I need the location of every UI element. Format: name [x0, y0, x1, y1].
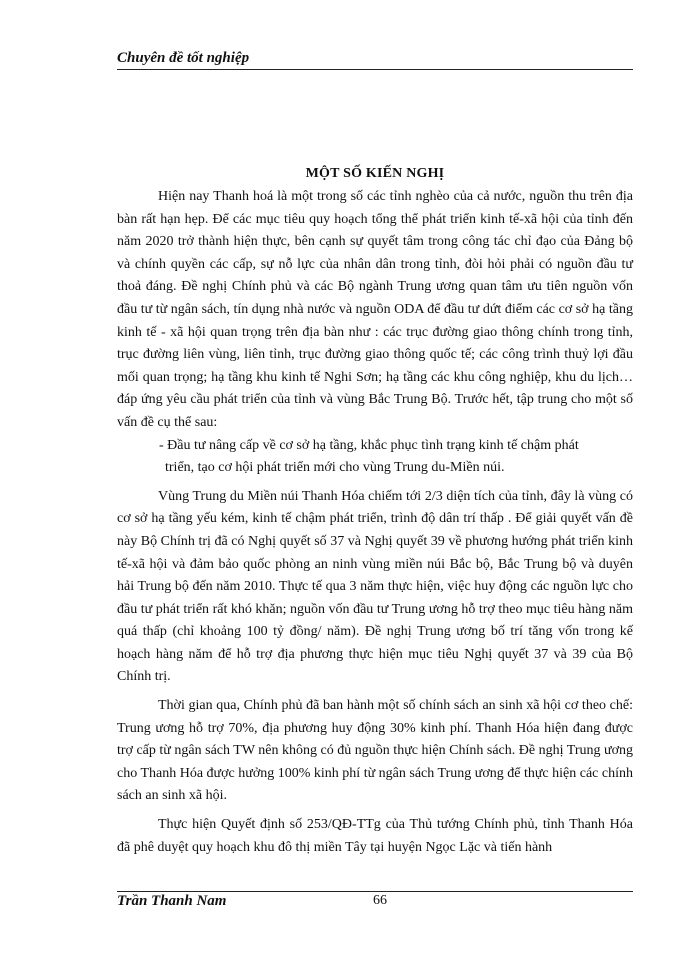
footer-author-name: Trần Thanh Nam — [117, 893, 227, 909]
paragraph-midland: Vùng Trung du Miền núi Thanh Hóa chiếm tới 2/3 diện tích của tỉnh, đây là vùng có cơ sở hạ tầng yếu kém, kinh tế chậm phát triển, trình độ dân trí thấp . Để giải quyết vấn đề này Bộ Chính trị đã có Nghị quyết số 37 và Nghị quyết 39 về phương hướng phát triển kinh tế-xã hội và đảm bảo quốc phòng an ninh vùng miền núi Bắc bộ, Bắc Trung bộ và duyên hải Trung bộ đến năm 2010. Thực tế qua 3 năm thực hiện, việc huy động các nguồn lực cho đầu tư phát triển rất khó khăn; nguồn vốn đầu tư Trung ương hỗ trợ theo mục tiêu hàng năm quá thấp (chỉ khoảng 100 tỷ đồng/ năm). Đề nghị Trung ương bố trí tăng vốn trong kế hoạch hàng năm để hỗ trợ địa phương thực hiện mục tiêu Nghị quyết 37 và 39 của Bộ Chính trị. — [117, 488, 633, 685]
header-divider — [117, 69, 633, 70]
document-body — [117, 186, 633, 859]
bullet-line-1: - Đầu tư nâng cấp về cơ sở hạ tầng, khắc phục tình trạng kinh tế chậm phát — [159, 437, 579, 453]
paragraph-urban-plan: Thực hiện Quyết định số 253/QĐ-TTg của Thủ tướng Chính phủ, tỉnh Thanh Hóa đã phê duyệt quy hoạch khu đô thị miền Tây tại huyện Ngọc Lặc và tiến hành — [117, 817, 633, 855]
paragraph-social-policy: Thời gian qua, Chính phủ đã ban hành một số chính sách an sinh xã hội cơ theo chế: Trung ương hỗ trợ 70%, địa phương huy động 30% kinh phí. Thanh Hóa hiện đang được trợ cấp từ ngân sách TW nên không có đủ nguồn thực hiện Chính sách. Đề nghị Trung ương cho Thanh Hóa được hưởng 100% kinh phí từ ngân sách Trung ương để thực hiện các chính sách an sinh xã hội. — [117, 698, 633, 804]
footer-divider — [117, 891, 633, 892]
document-header-title: Chuyên đề tốt nghiệp — [117, 50, 250, 66]
section-heading: MỘT SỐ KIẾN NGHỊ — [305, 166, 445, 181]
bullet-line-2: triển, tạo cơ hội phát triển mới cho vùng Trung du-Miền núi. — [165, 460, 505, 476]
paragraph-intro: Hiện nay Thanh hoá là một trong số các tỉnh nghèo của cả nước, nguồn thu trên địa bàn rất hạn hẹp. Để các mục tiêu quy hoạch tổng thể phát triển kinh tế-xã hội của tỉnh đến năm 2020 trở thành hiện thực, bên cạnh sự quyết tâm trong công tác chỉ đạo của Đảng bộ và chính quyền các cấp, sự nỗ lực của nhân dân trong tỉnh, đòi hỏi phải có nguồn đầu tư thoả đáng. Đề nghị Chính phủ và các Bộ ngành Trung ương quan tâm ưu tiên nguồn vốn đầu tư từ ngân sách, tín dụng nhà nước và nguồn ODA để đầu tư dứt điểm các cơ sở hạ tầng kinh tế - xã hội quan trọng trên địa bàn như : các trục đường giao thông chính trong tỉnh, trục đường liên vùng, liên tỉnh, trục đường giao thông quốc tế; các công trình thuỷ lợi đầu mối quan trọng; hạ tầng khu kinh tế Nghi Sơn; hạ tầng các khu công nghiệp, khu du lịch… đáp ứng yêu cầu phát triển của tỉnh và vùng Bắc Trung Bộ. Trước hết, tập trung cho một số vấn đề cụ thể sau: — [117, 189, 633, 430]
bullet-item — [117, 435, 633, 480]
page-number: 66 — [373, 893, 387, 908]
